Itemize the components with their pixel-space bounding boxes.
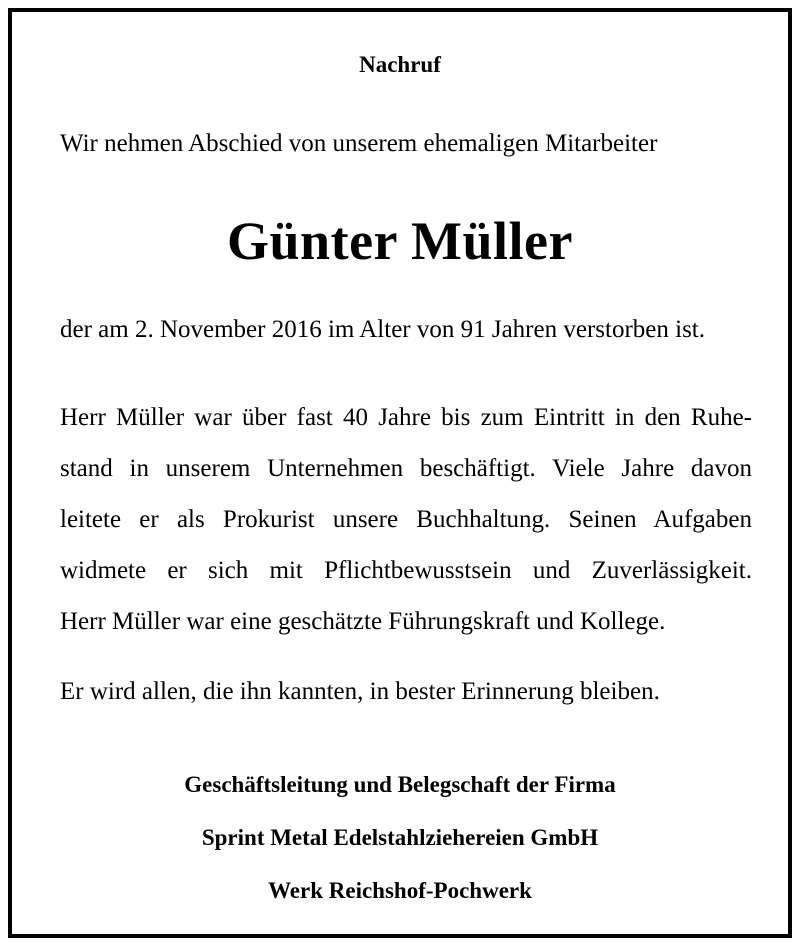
signature-line: Geschäftsleitung und Belegschaft der Firma — [184, 772, 616, 797]
signature-block — [12, 769, 788, 928]
death-date-text: der am 2. November 2016 im Alter von 91 Jahren verstorben ist. — [60, 316, 705, 343]
intro-text: Wir nehmen Abschied von unserem ehemaligen Mitarbeiter — [60, 130, 658, 157]
biography-line: Herr Müller war eine geschätzte Führungskraft und Kollege. — [60, 608, 666, 635]
biography-line: widmete er sich mit Pflichtbewusstsein und Zuverlässigkeit. — [60, 557, 752, 584]
biography-line: Herr Müller war über fast 40 Jahre bis zum Eintritt in den Ruhe- — [60, 404, 752, 431]
biography-paragraph — [60, 392, 752, 647]
obituary-heading: Nachruf — [359, 52, 441, 77]
closing-text: Er wird allen, die ihn kannten, in bester Erinnerung bleiben. — [60, 678, 660, 705]
obituary-frame — [8, 8, 792, 938]
biography-line: stand in unserem Unternehmen beschäftigt. Viele Jahre davon — [60, 455, 752, 482]
company-name: Sprint Metal Edelstahlziehereien GmbH — [201, 825, 599, 850]
plant-location: Werk Reichshof-Pochwerk — [268, 878, 532, 903]
biography-line: leitete er als Prokurist unsere Buchhaltung. Seinen Aufgaben — [60, 506, 752, 533]
deceased-name: Günter Müller — [227, 211, 573, 271]
